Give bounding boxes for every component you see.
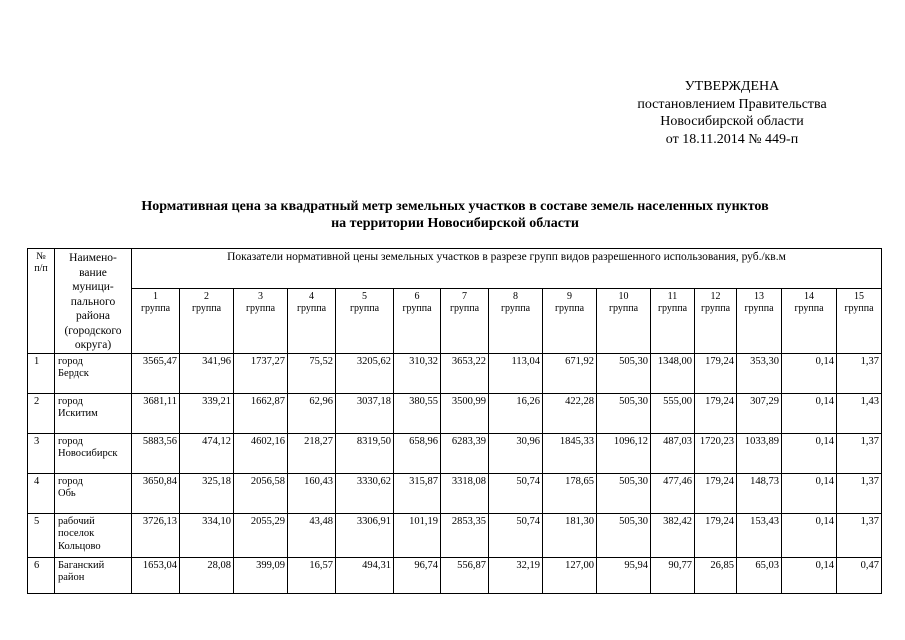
price-cell-group-2: 341,96 — [180, 353, 234, 393]
price-cell-group-3: 1662,87 — [234, 393, 288, 433]
table-row — [28, 353, 882, 393]
price-cell-group-5: 494,31 — [336, 557, 394, 593]
price-cell-group-7: 2853,35 — [441, 513, 489, 557]
row-number: 1 — [28, 353, 55, 393]
group-header-11: 11 группа — [651, 289, 695, 353]
price-cell-group-2: 28,08 — [180, 557, 234, 593]
price-cell-group-12: 179,24 — [695, 473, 737, 513]
group-header-12: 12 группа — [695, 289, 737, 353]
price-cell-group-8: 113,04 — [489, 353, 543, 393]
price-cell-group-4: 16,57 — [288, 557, 336, 593]
price-cell-group-15: 1,37 — [837, 473, 882, 513]
group-header-8: 8 группа — [489, 289, 543, 353]
price-cell-group-7: 3500,99 — [441, 393, 489, 433]
approval-heading: УТВЕРЖДЕНА — [684, 79, 780, 94]
price-cell-group-9: 422,28 — [543, 393, 597, 433]
price-cell-group-2: 334,10 — [180, 513, 234, 557]
price-cell-group-10: 505,30 — [597, 473, 651, 513]
price-cell-group-8: 30,96 — [489, 433, 543, 473]
price-cell-group-3: 4602,16 — [234, 433, 288, 473]
price-cell-group-6: 101,19 — [394, 513, 441, 557]
price-cell-group-6: 380,55 — [394, 393, 441, 433]
municipality-name: рабочий поселок Кольцово — [55, 513, 132, 557]
price-cell-group-7: 6283,39 — [441, 433, 489, 473]
num-header-text: № п/п — [34, 251, 48, 274]
price-cell-group-5: 3306,91 — [336, 513, 394, 557]
price-cell-group-15: 0,47 — [837, 557, 882, 593]
price-cell-group-9: 178,65 — [543, 473, 597, 513]
price-cell-group-9: 671,92 — [543, 353, 597, 393]
header-row — [28, 249, 882, 289]
municipality-name: город Бердск — [55, 353, 132, 393]
row-number: 2 — [28, 393, 55, 433]
group-header-5: 5 группа — [336, 289, 394, 353]
price-cell-group-11: 382,42 — [651, 513, 695, 557]
municipality-name: город Искитим — [55, 393, 132, 433]
price-cell-group-14: 0,14 — [782, 557, 837, 593]
main-header: Показатели нормативной цены земельных участков в разрезе групп видов разрешенного использования, руб./кв.м — [132, 249, 882, 289]
price-cell-group-14: 0,14 — [782, 393, 837, 433]
price-cell-group-7: 3318,08 — [441, 473, 489, 513]
price-cell-group-13: 1033,89 — [737, 433, 782, 473]
price-cell-group-10: 95,94 — [597, 557, 651, 593]
price-cell-group-1: 3681,11 — [132, 393, 180, 433]
price-cell-group-1: 3650,84 — [132, 473, 180, 513]
price-cell-group-6: 658,96 — [394, 433, 441, 473]
price-cell-group-11: 1348,00 — [651, 353, 695, 393]
price-cell-group-10: 505,30 — [597, 353, 651, 393]
table-row — [28, 433, 882, 473]
price-cell-group-3: 1737,27 — [234, 353, 288, 393]
price-cell-group-8: 50,74 — [489, 513, 543, 557]
approval-stamp — [600, 78, 864, 148]
price-cell-group-15: 1,37 — [837, 513, 882, 557]
price-cell-group-10: 1096,12 — [597, 433, 651, 473]
price-cell-group-6: 310,32 — [394, 353, 441, 393]
price-cell-group-1: 3565,47 — [132, 353, 180, 393]
price-cell-group-12: 179,24 — [695, 393, 737, 433]
group-header-4: 4 группа — [288, 289, 336, 353]
price-cell-group-13: 148,73 — [737, 473, 782, 513]
price-cell-group-13: 307,29 — [737, 393, 782, 433]
municipality-name: город Обь — [55, 473, 132, 513]
price-cell-group-10: 505,30 — [597, 513, 651, 557]
group-header-1: 1 группа — [132, 289, 180, 353]
group-header-6: 6 группа — [394, 289, 441, 353]
group-header-9: 9 группа — [543, 289, 597, 353]
price-cell-group-1: 3726,13 — [132, 513, 180, 557]
group-header-14: 14 группа — [782, 289, 837, 353]
price-cell-group-5: 8319,50 — [336, 433, 394, 473]
price-cell-group-1: 1653,04 — [132, 557, 180, 593]
title-line-1: Нормативная цена за квадратный метр земельных участков в составе земель населенных пунктов — [141, 199, 769, 214]
group-header-7: 7 группа — [441, 289, 489, 353]
price-cell-group-9: 127,00 — [543, 557, 597, 593]
price-cell-group-9: 1845,33 — [543, 433, 597, 473]
group-header-15: 15 группа — [837, 289, 882, 353]
price-table — [27, 248, 882, 594]
table-row — [28, 557, 882, 593]
name-header — [55, 249, 132, 354]
price-cell-group-11: 90,77 — [651, 557, 695, 593]
approval-decree: постановлением Правительства — [637, 96, 827, 112]
name-header-text: Наимено- вание муници- пального района (городского округа) — [64, 252, 122, 351]
price-cell-group-4: 62,96 — [288, 393, 336, 433]
price-cell-group-5: 3330,62 — [336, 473, 394, 513]
price-cell-group-2: 474,12 — [180, 433, 234, 473]
group-header-13: 13 группа — [737, 289, 782, 353]
price-cell-group-2: 325,18 — [180, 473, 234, 513]
price-cell-group-3: 399,09 — [234, 557, 288, 593]
price-cell-group-15: 1,37 — [837, 353, 882, 393]
price-cell-group-13: 65,03 — [737, 557, 782, 593]
price-cell-group-13: 353,30 — [737, 353, 782, 393]
price-cell-group-15: 1,37 — [837, 433, 882, 473]
price-cell-group-10: 505,30 — [597, 393, 651, 433]
price-cell-group-8: 16,26 — [489, 393, 543, 433]
price-cell-group-14: 0,14 — [782, 473, 837, 513]
price-cell-group-9: 181,30 — [543, 513, 597, 557]
group-header-2: 2 группа — [180, 289, 234, 353]
row-number: 4 — [28, 473, 55, 513]
price-cell-group-6: 96,74 — [394, 557, 441, 593]
price-cell-group-4: 160,43 — [288, 473, 336, 513]
price-cell-group-1: 5883,56 — [132, 433, 180, 473]
price-cell-group-14: 0,14 — [782, 513, 837, 557]
title-line-2: на территории Новосибирской области — [331, 216, 579, 231]
price-cell-group-3: 2056,58 — [234, 473, 288, 513]
table-row — [28, 393, 882, 433]
price-cell-group-14: 0,14 — [782, 433, 837, 473]
price-cell-group-12: 179,24 — [695, 353, 737, 393]
approval-region: Новосибирской области — [660, 114, 804, 129]
price-cell-group-15: 1,43 — [837, 393, 882, 433]
price-cell-group-4: 43,48 — [288, 513, 336, 557]
price-cell-group-11: 477,46 — [651, 473, 695, 513]
row-number: 6 — [28, 557, 55, 593]
price-cell-group-8: 32,19 — [489, 557, 543, 593]
price-cell-group-4: 75,52 — [288, 353, 336, 393]
price-cell-group-7: 3653,22 — [441, 353, 489, 393]
group-header-10: 10 группа — [597, 289, 651, 353]
price-cell-group-7: 556,87 — [441, 557, 489, 593]
group-header-3: 3 группа — [234, 289, 288, 353]
price-cell-group-2: 339,21 — [180, 393, 234, 433]
price-cell-group-5: 3037,18 — [336, 393, 394, 433]
table-row — [28, 473, 882, 513]
price-cell-group-11: 487,03 — [651, 433, 695, 473]
price-cell-group-14: 0,14 — [782, 353, 837, 393]
price-cell-group-5: 3205,62 — [336, 353, 394, 393]
price-cell-group-12: 1720,23 — [695, 433, 737, 473]
group-header-row — [28, 289, 882, 353]
price-cell-group-4: 218,27 — [288, 433, 336, 473]
price-cell-group-13: 153,43 — [737, 513, 782, 557]
price-cell-group-3: 2055,29 — [234, 513, 288, 557]
table-row — [28, 513, 882, 557]
price-cell-group-8: 50,74 — [489, 473, 543, 513]
row-number: 5 — [28, 513, 55, 557]
num-header — [28, 249, 55, 354]
price-cell-group-6: 315,87 — [394, 473, 441, 513]
municipality-name: Баганский район — [55, 557, 132, 593]
municipality-name: город Новосибирск — [55, 433, 132, 473]
table-body — [28, 249, 882, 594]
approval-date: от 18.11.2014 № 449-п — [665, 131, 799, 147]
document-title — [60, 198, 850, 232]
row-number: 3 — [28, 433, 55, 473]
price-cell-group-12: 179,24 — [695, 513, 737, 557]
price-cell-group-11: 555,00 — [651, 393, 695, 433]
price-cell-group-12: 26,85 — [695, 557, 737, 593]
